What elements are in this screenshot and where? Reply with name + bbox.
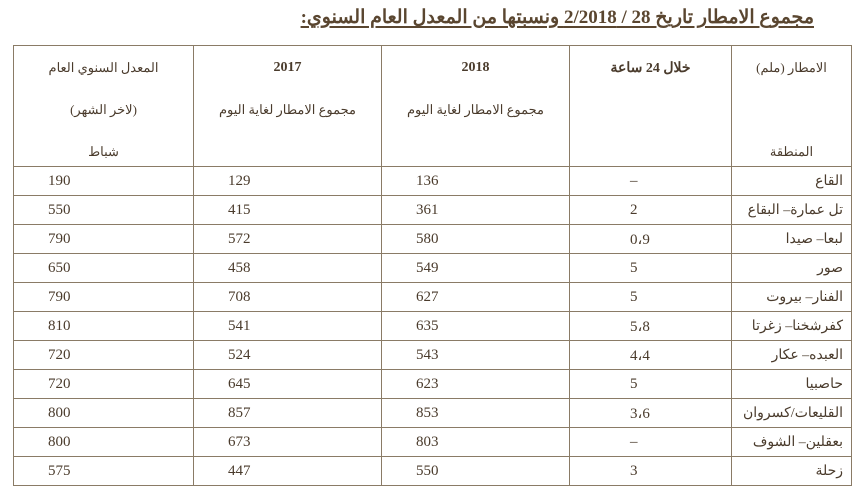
- cell-2017: 673: [194, 428, 382, 457]
- cell-avg: 720: [14, 370, 194, 399]
- header-region-top: الامطار (ملم): [756, 60, 827, 75]
- cell-24h: 5: [570, 370, 732, 399]
- cell-region: القليعات/كسروان: [732, 399, 852, 428]
- header-avg-month: شباط: [88, 144, 119, 159]
- cell-avg: 790: [14, 283, 194, 312]
- table-row: [14, 341, 852, 370]
- cell-avg: 720: [14, 341, 194, 370]
- cell-2017: 708: [194, 283, 382, 312]
- cell-2017: 129: [194, 167, 382, 196]
- cell-24h: 5: [570, 254, 732, 283]
- cell-24h: 3: [570, 457, 732, 486]
- header-2017-year: 2017: [273, 60, 302, 75]
- cell-region: العبده– عكار: [732, 341, 852, 370]
- cell-2017: 458: [194, 254, 382, 283]
- page-title: [301, 6, 814, 29]
- cell-avg: 800: [14, 399, 194, 428]
- cell-24h: 3،6: [570, 399, 732, 428]
- cell-2017: 524: [194, 341, 382, 370]
- cell-region: القاع: [732, 167, 852, 196]
- cell-avg: 650: [14, 254, 194, 283]
- cell-region: بعقلين– الشوف: [732, 428, 852, 457]
- header-2017: [194, 46, 382, 167]
- rainfall-table: [13, 45, 852, 486]
- table-row: [14, 254, 852, 283]
- cell-2017: 645: [194, 370, 382, 399]
- cell-24h: 2: [570, 196, 732, 225]
- cell-2018: 549: [382, 254, 570, 283]
- cell-2017: 541: [194, 312, 382, 341]
- cell-region: لبعا– صيدا: [732, 225, 852, 254]
- cell-region: الفنار– بيروت: [732, 283, 852, 312]
- cell-avg: 810: [14, 312, 194, 341]
- cell-avg: 575: [14, 457, 194, 486]
- header-avg-sub: (لاخر الشهر): [70, 102, 137, 117]
- header-24h-label: خلال 24 ساعة: [610, 61, 691, 76]
- cell-2017: 857: [194, 399, 382, 428]
- cell-2018: 635: [382, 312, 570, 341]
- header-avg: [14, 46, 194, 167]
- cell-2017: 415: [194, 196, 382, 225]
- cell-24h: 4،4: [570, 341, 732, 370]
- cell-2018: 543: [382, 341, 570, 370]
- header-region-bottom: المنطقة: [769, 144, 814, 159]
- header-2018: [382, 46, 570, 167]
- cell-region: زحلة: [732, 457, 852, 486]
- table-row: [14, 428, 852, 457]
- header-24h: [570, 46, 732, 167]
- table-row: [14, 167, 852, 196]
- cell-avg: 800: [14, 428, 194, 457]
- header-2018-year: 2018: [461, 60, 490, 75]
- table-row: [14, 457, 852, 486]
- cell-2018: 623: [382, 370, 570, 399]
- table-row: [14, 370, 852, 399]
- table-row: [14, 225, 852, 254]
- cell-24h: 5: [570, 283, 732, 312]
- cell-2017: 572: [194, 225, 382, 254]
- header-region: [732, 46, 852, 167]
- cell-region: كفرشخنا– زغرتا: [732, 312, 852, 341]
- table-row: [14, 283, 852, 312]
- cell-region: تل عمارة– البقاع: [732, 196, 852, 225]
- cell-2018: 550: [382, 457, 570, 486]
- cell-region: صور: [732, 254, 852, 283]
- page-title-text: مجموع الامطار تاريخ 28 / 2/2018 ونسبتها من المعدل العام السنوي:: [300, 7, 814, 28]
- table-row: [14, 312, 852, 341]
- table-row: [14, 399, 852, 428]
- header-2018-sub: مجموع الامطار لغاية اليوم: [406, 102, 545, 117]
- cell-2017: 447: [194, 457, 382, 486]
- cell-avg: 790: [14, 225, 194, 254]
- cell-2018: 580: [382, 225, 570, 254]
- table-row: [14, 196, 852, 225]
- cell-2018: 361: [382, 196, 570, 225]
- cell-region: حاصبيا: [732, 370, 852, 399]
- cell-2018: 627: [382, 283, 570, 312]
- header-row: [14, 46, 852, 167]
- cell-2018: 136: [382, 167, 570, 196]
- cell-24h: –: [570, 167, 732, 196]
- cell-24h: 5،8: [570, 312, 732, 341]
- cell-24h: 0،9: [570, 225, 732, 254]
- cell-2018: 853: [382, 399, 570, 428]
- header-2017-sub: مجموع الامطار لغاية اليوم: [218, 102, 357, 117]
- header-avg-label: المعدل السنوي العام: [48, 60, 159, 75]
- cell-avg: 190: [14, 167, 194, 196]
- cell-2018: 803: [382, 428, 570, 457]
- cell-24h: –: [570, 428, 732, 457]
- cell-avg: 550: [14, 196, 194, 225]
